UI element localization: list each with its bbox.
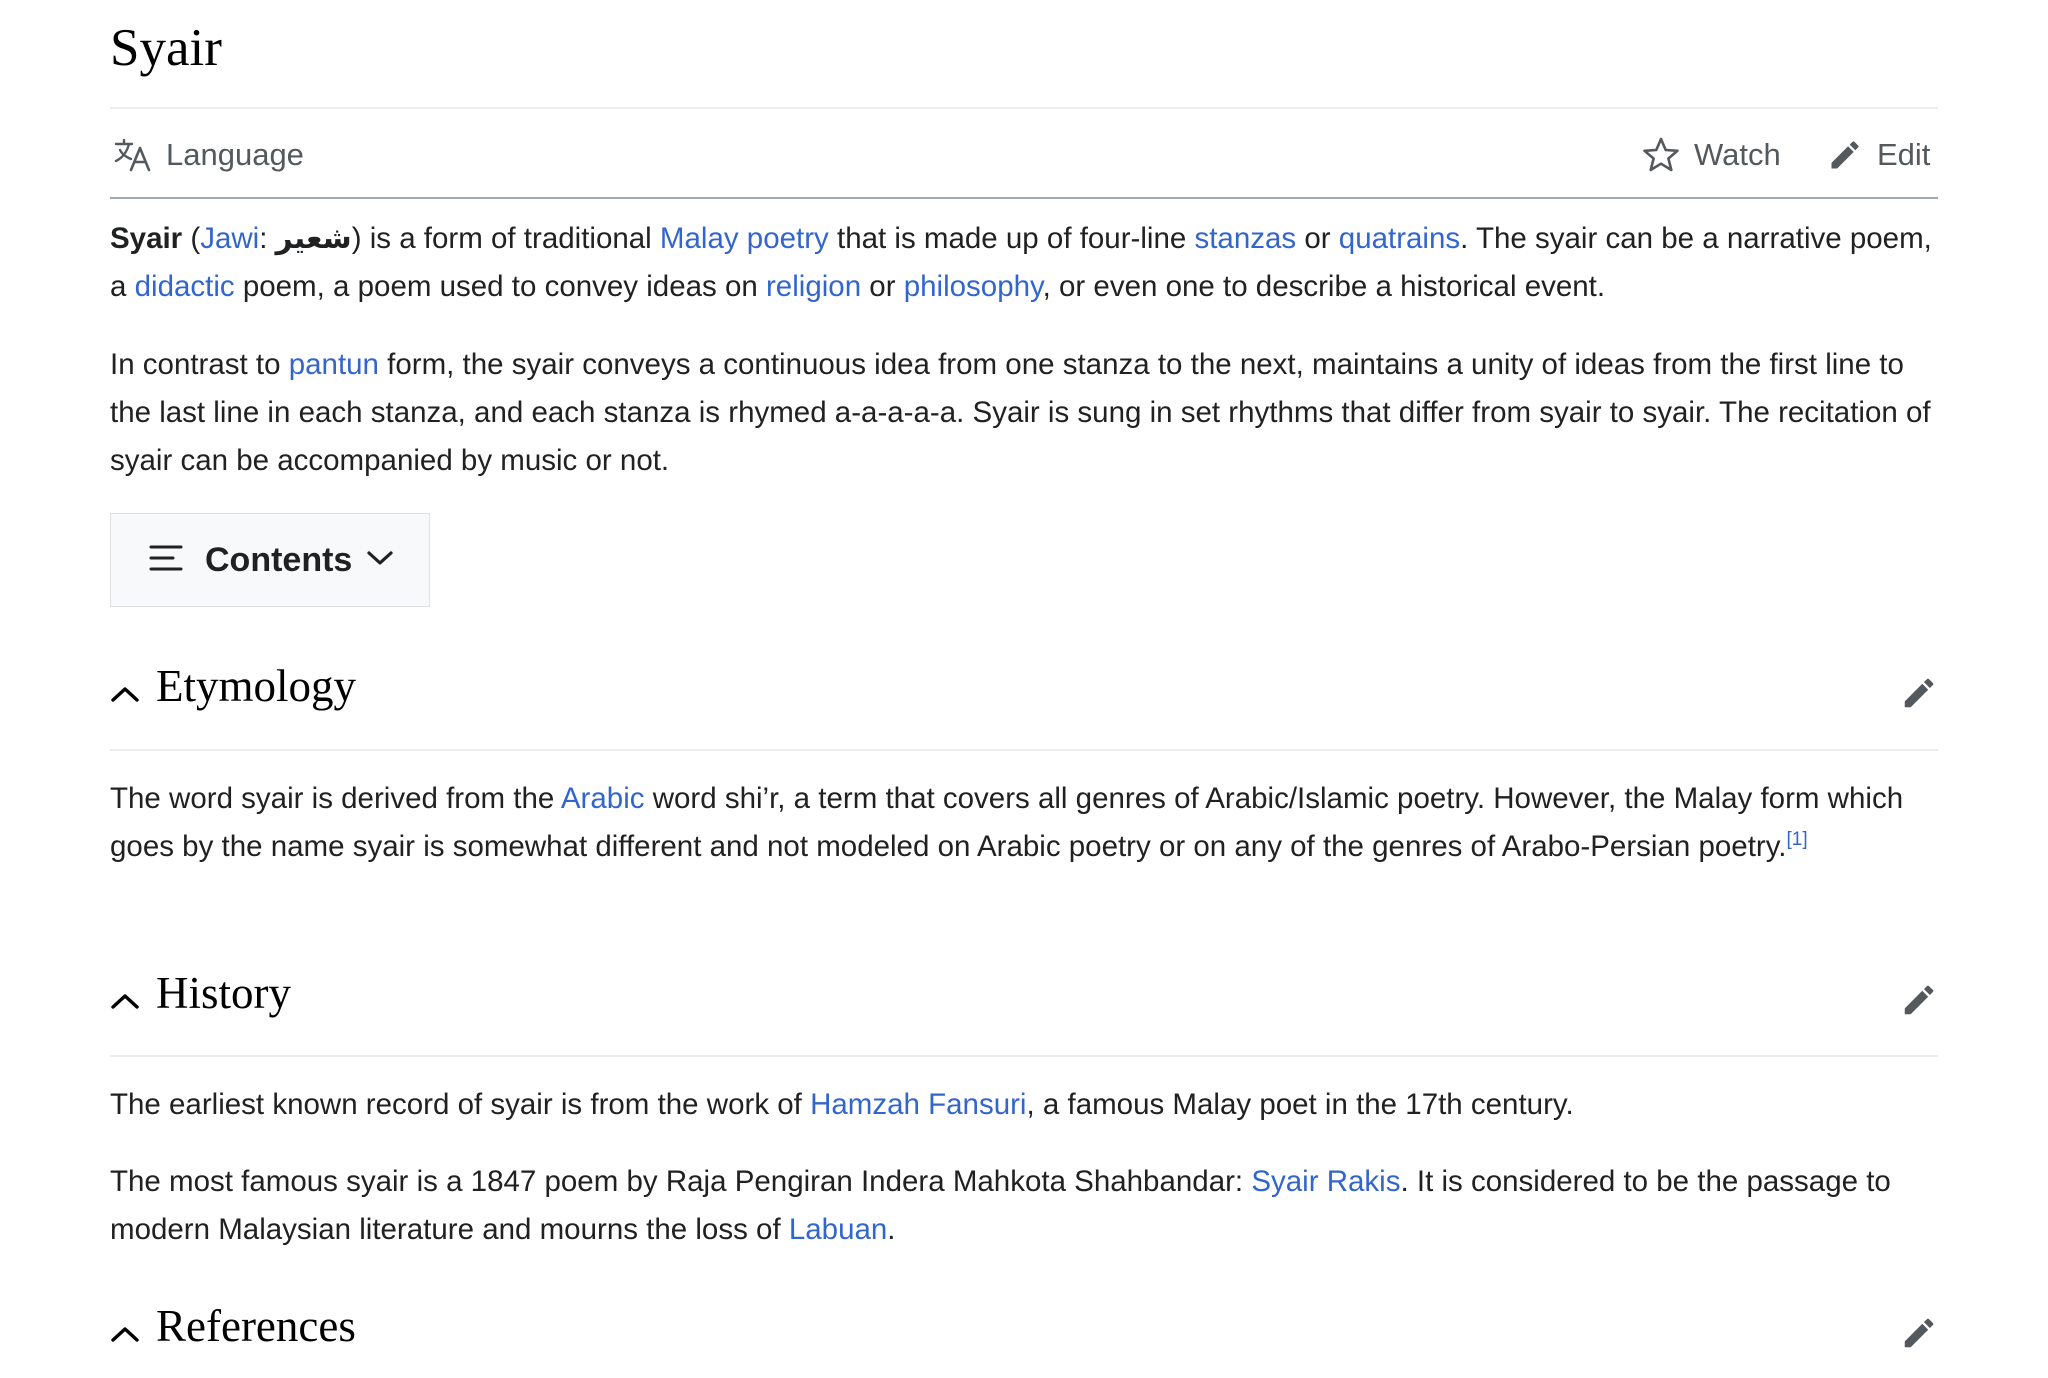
text-span: . xyxy=(887,1213,896,1246)
link-quatrains[interactable]: quatrains xyxy=(1338,222,1461,255)
chevron-down-icon xyxy=(366,549,394,572)
edit-button[interactable] xyxy=(1827,127,1930,183)
text-span: or xyxy=(861,270,904,303)
toolbar-divider xyxy=(110,197,1938,199)
section-etymology xyxy=(110,658,1938,738)
link-philosophy[interactable]: philosophy xyxy=(903,270,1043,303)
section-heading: References xyxy=(156,1301,356,1351)
text-span: or xyxy=(1296,222,1339,255)
text-span: . The syair can be a narrative poem, a xyxy=(110,222,1932,303)
chevron-up-icon[interactable] xyxy=(110,991,140,1016)
reference-link[interactable]: [1] xyxy=(1786,829,1808,851)
link-syair-rakis[interactable]: Syair Rakis xyxy=(1251,1165,1401,1198)
title-divider xyxy=(110,107,1938,109)
text-span: The earliest known record of syair is from the work of xyxy=(110,1088,811,1121)
text-span: ( xyxy=(182,222,201,255)
page-toolbar xyxy=(110,127,1938,183)
text-span: form, the syair conveys a continuous idea from one stanza to the next, maintains a unity of ideas from the first line to the last line in each stanza, and each stanza is rhymed a-a-a-a-a. Syair is sung in set rhythms that differ from syair to syair. The recitation of syair can be accompanied by music or not. xyxy=(110,348,1931,477)
link-arabic[interactable]: Arabic xyxy=(560,782,645,815)
chevron-up-icon[interactable] xyxy=(110,1324,140,1349)
link-religion[interactable]: religion xyxy=(765,270,862,303)
link-stanzas[interactable]: stanzas xyxy=(1194,222,1297,255)
text-span: , a famous Malay poet in the 17th century. xyxy=(1026,1088,1574,1121)
language-label: Language xyxy=(166,137,304,172)
text-span: , or even one to describe a historical event. xyxy=(1042,270,1606,303)
reference-1[interactable] xyxy=(1786,829,1807,850)
section-heading: Etymology xyxy=(156,661,356,711)
text-span: that is made up of four-line xyxy=(828,222,1195,255)
link-jawi[interactable]: Jawi xyxy=(200,222,260,255)
link-didactic[interactable]: didactic xyxy=(134,270,235,303)
section-divider xyxy=(110,749,1938,751)
section-references xyxy=(110,1298,1938,1378)
star-icon xyxy=(1642,137,1680,173)
list-icon xyxy=(149,544,183,577)
text-span: word shi’r, a term that covers all genres of Arabic/Islamic poetry. However, the Malay form which goes by the name syair is somewhat different and not modeled on Arabic poetry or on any of the genres of Arabo-Persian poetry. xyxy=(110,782,1904,863)
text-span: poem, a poem used to convey ideas on xyxy=(234,270,766,303)
watch-label: Watch xyxy=(1694,137,1781,172)
history-paragraph-1 xyxy=(110,1081,1938,1129)
edit-section-icon[interactable] xyxy=(1900,981,1938,1024)
link-malay-poetry[interactable]: Malay poetry xyxy=(659,222,829,255)
section-heading: History xyxy=(156,968,291,1018)
section-history xyxy=(110,965,1938,1045)
link-pantun[interactable]: pantun xyxy=(288,348,379,381)
language-button[interactable] xyxy=(114,127,304,183)
contents-toggle[interactable] xyxy=(110,513,430,607)
link-labuan[interactable]: Labuan xyxy=(788,1213,888,1246)
intro-paragraph-2 xyxy=(110,341,1938,485)
text-span: In contrast to xyxy=(110,348,289,381)
history-paragraph-2 xyxy=(110,1158,1938,1254)
text-span: ) is a form of traditional xyxy=(351,222,660,255)
link-hamzah-fansuri[interactable]: Hamzah Fansuri xyxy=(810,1088,1027,1121)
text-span: . It is considered to be the passage to modern Malaysian literature and mourns the loss of xyxy=(110,1165,1891,1246)
chevron-up-icon[interactable] xyxy=(110,684,140,709)
term-syair: Syair xyxy=(110,222,183,255)
section-divider xyxy=(110,1055,1938,1057)
jawi-script: شعير xyxy=(275,222,352,255)
intro-paragraph-1 xyxy=(110,215,1938,311)
text-span: The most famous syair is a 1847 poem by Raja Pengiran Indera Mahkota Shahbandar: xyxy=(110,1165,1252,1198)
etymology-paragraph xyxy=(110,775,1938,871)
text-span: The word syair is derived from the xyxy=(110,782,561,815)
contents-label: Contents xyxy=(205,540,353,579)
edit-section-icon[interactable] xyxy=(1900,674,1938,717)
watch-button[interactable] xyxy=(1642,127,1781,183)
edit-section-icon[interactable] xyxy=(1900,1314,1938,1357)
text-span: : xyxy=(259,222,276,255)
page-title: Syair xyxy=(110,19,222,77)
edit-label: Edit xyxy=(1877,137,1931,172)
pencil-icon xyxy=(1827,137,1863,173)
language-icon xyxy=(114,138,152,172)
